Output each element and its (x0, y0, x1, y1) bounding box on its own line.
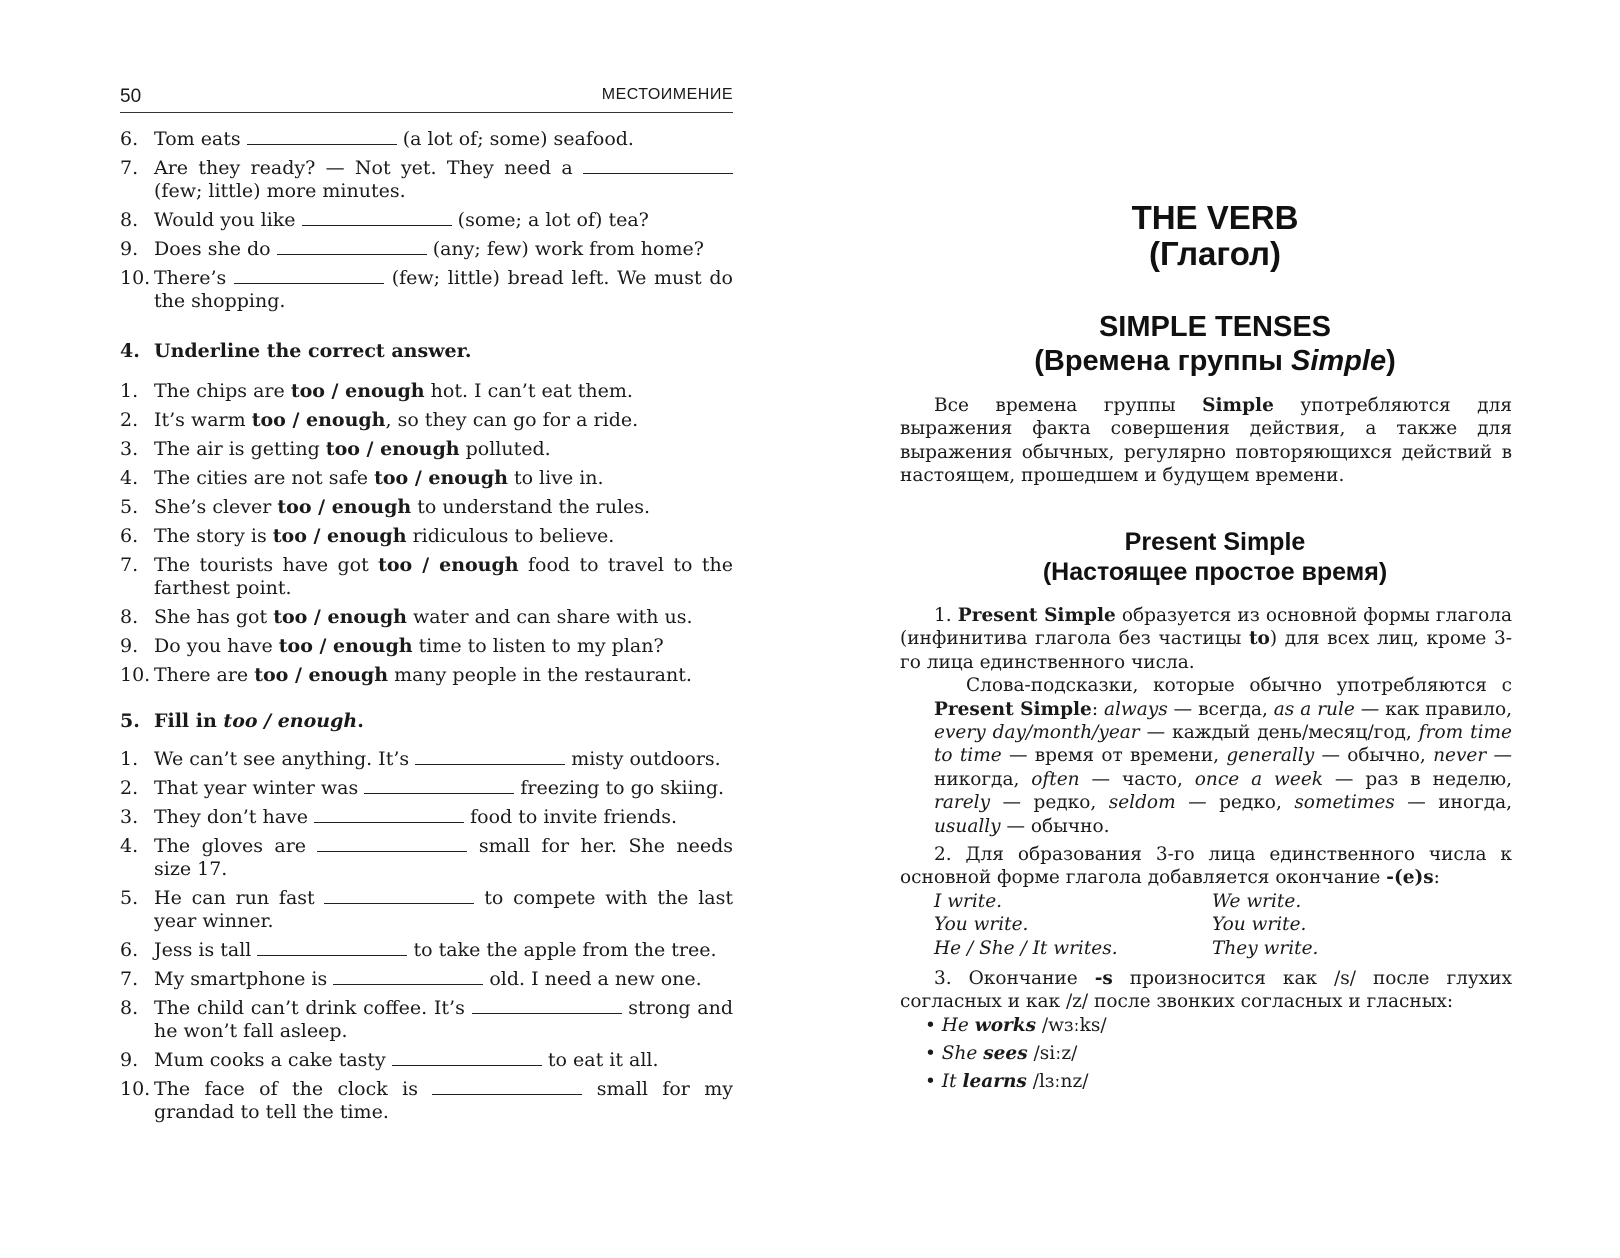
chapter-title: THE VERB (Глагол) (1131, 199, 1299, 272)
list-item: 1. We can’t see anything. It’s misty outdoors. (120, 748, 721, 770)
rule-3: 3. Окончание -s произносится как /s/ после глухих согласных и как /z/ после звонких согласных и гласных: (900, 968, 1513, 1013)
subsection-title: Present Simple (Настоящее простое время) (1042, 528, 1388, 586)
running-header: МЕСТОИМЕНИЕ (601, 86, 733, 103)
answer-blank (314, 806, 464, 823)
answer-blank (432, 1078, 582, 1095)
list-item: • She sees /siːz/ (925, 1043, 1078, 1064)
conjugation-table: I write. We write. You write. You write. He / She / It writes. They write. (934, 891, 1319, 959)
answer-blank (277, 238, 427, 255)
intro-paragraph: Все времена группы Simple употребляются для выражения факта совершения действия, а также для выражения обычных, регулярно повторяющихся действий в настоящем, прошедшем и будущем времени. (900, 395, 1512, 487)
list-item: 10. There’s (few; little) bread left. We must do the shopping. (120, 267, 733, 312)
list-item: 2. It’s warm too / enough, so they can go for a ride. (120, 409, 639, 431)
list-item: 5. He can run fast to compete with the last year winner. (120, 887, 734, 932)
rule-1: 1. Present Simple образуется из основной формы глагола (инфинитива глагола без частицы to) для всех лиц, кроме 3-го лица единственного числа. (900, 605, 1513, 673)
answer-blank (364, 777, 514, 794)
list-item: 6. The story is too / enough ridiculous to believe. (120, 525, 615, 547)
list-item: 5. She’s clever too / enough to understand the rules. (120, 496, 651, 518)
list-item: 8. The child can’t drink coffee. It’s strong and he won’t fall asleep. (120, 997, 733, 1042)
list-item: 7. The tourists have got too / enough food to travel to the farthest point. (120, 554, 733, 599)
list-item: • He works /wɜːks/ (925, 1015, 1107, 1036)
signal-words: Слова-подсказки, которые обычно употребляются с Present Simple: always — всегда, as a rule — как правило, every day/month/year — каждый день/месяц/год, from time to time — время от времени, generally — обычно, never — никогда, often — часто, once a week — раз в неделю, rarely — редко, seldom — редко, sometimes — иногда, usually — обычно. (934, 675, 1513, 837)
list-item: 9. Does she do (any; few) work from home? (120, 238, 704, 260)
right-page (810, 0, 1620, 1258)
section-title: SIMPLE TENSES (Времена группы Simple) (1034, 311, 1396, 377)
page-number: 50 (120, 86, 142, 107)
answer-blank (392, 1049, 542, 1066)
answer-blank (333, 968, 483, 985)
list-item: 7. My smartphone is old. I need a new one. (120, 968, 702, 990)
list-item: 9. Mum cooks a cake tasty to eat it all. (120, 1049, 659, 1071)
answer-blank (257, 939, 407, 956)
task4-list (120, 380, 733, 693)
task3-list (120, 128, 733, 319)
task4-heading: 4. Underline the correct answer. (120, 340, 472, 362)
list-item: 10. There are too / enough many people in the restaurant. (120, 664, 692, 686)
list-item: 3. The air is getting too / enough polluted. (120, 438, 551, 460)
answer-blank (234, 267, 384, 284)
answer-blank (302, 209, 452, 226)
answer-blank (415, 748, 565, 765)
answer-blank (247, 128, 397, 145)
list-item: 9. Do you have too / enough time to listen to my plan? (120, 635, 664, 657)
list-item: 6. Jess is tall to take the apple from the tree. (120, 939, 717, 961)
answer-blank (317, 835, 467, 852)
list-item: 10. The face of the clock is small for my grandad to tell the time. (120, 1078, 734, 1123)
answer-blank (324, 887, 474, 904)
list-item: 1. The chips are too / enough hot. I can’t eat them. (120, 380, 633, 402)
list-item: 8. She has got too / enough water and can share with us. (120, 606, 693, 628)
list-item: • It learns /lɜːnz/ (925, 1071, 1089, 1092)
answer-blank (583, 157, 733, 174)
rule-2: 2. Для образования 3-го лица единственного числа к основной форме глагола добавляется окончание -(e)s: (900, 844, 1512, 889)
list-item: 4. The gloves are small for her. She needs size 17. (120, 835, 733, 880)
list-item: 6. Tom eats (a lot of; some) seafood. (120, 128, 634, 150)
list-item: 8. Would you like (some; a lot of) tea? (120, 209, 649, 231)
task5-list (120, 748, 733, 1130)
pronunciation-examples (925, 1012, 1107, 1096)
rules-text (900, 604, 1512, 890)
answer-blank (472, 997, 622, 1014)
list-item: 4. The cities are not safe too / enough to live in. (120, 467, 604, 489)
list-item: 2. That year winter was freezing to go skiing. (120, 777, 725, 799)
header-rule (120, 112, 733, 113)
task5-heading: 5. Fill in too / enough. (120, 710, 364, 732)
list-item: 7. Are they ready? — Not yet. They need a (few; little) more minutes. (120, 157, 733, 203)
list-item: 3. They don’t have food to invite friends. (120, 806, 678, 828)
